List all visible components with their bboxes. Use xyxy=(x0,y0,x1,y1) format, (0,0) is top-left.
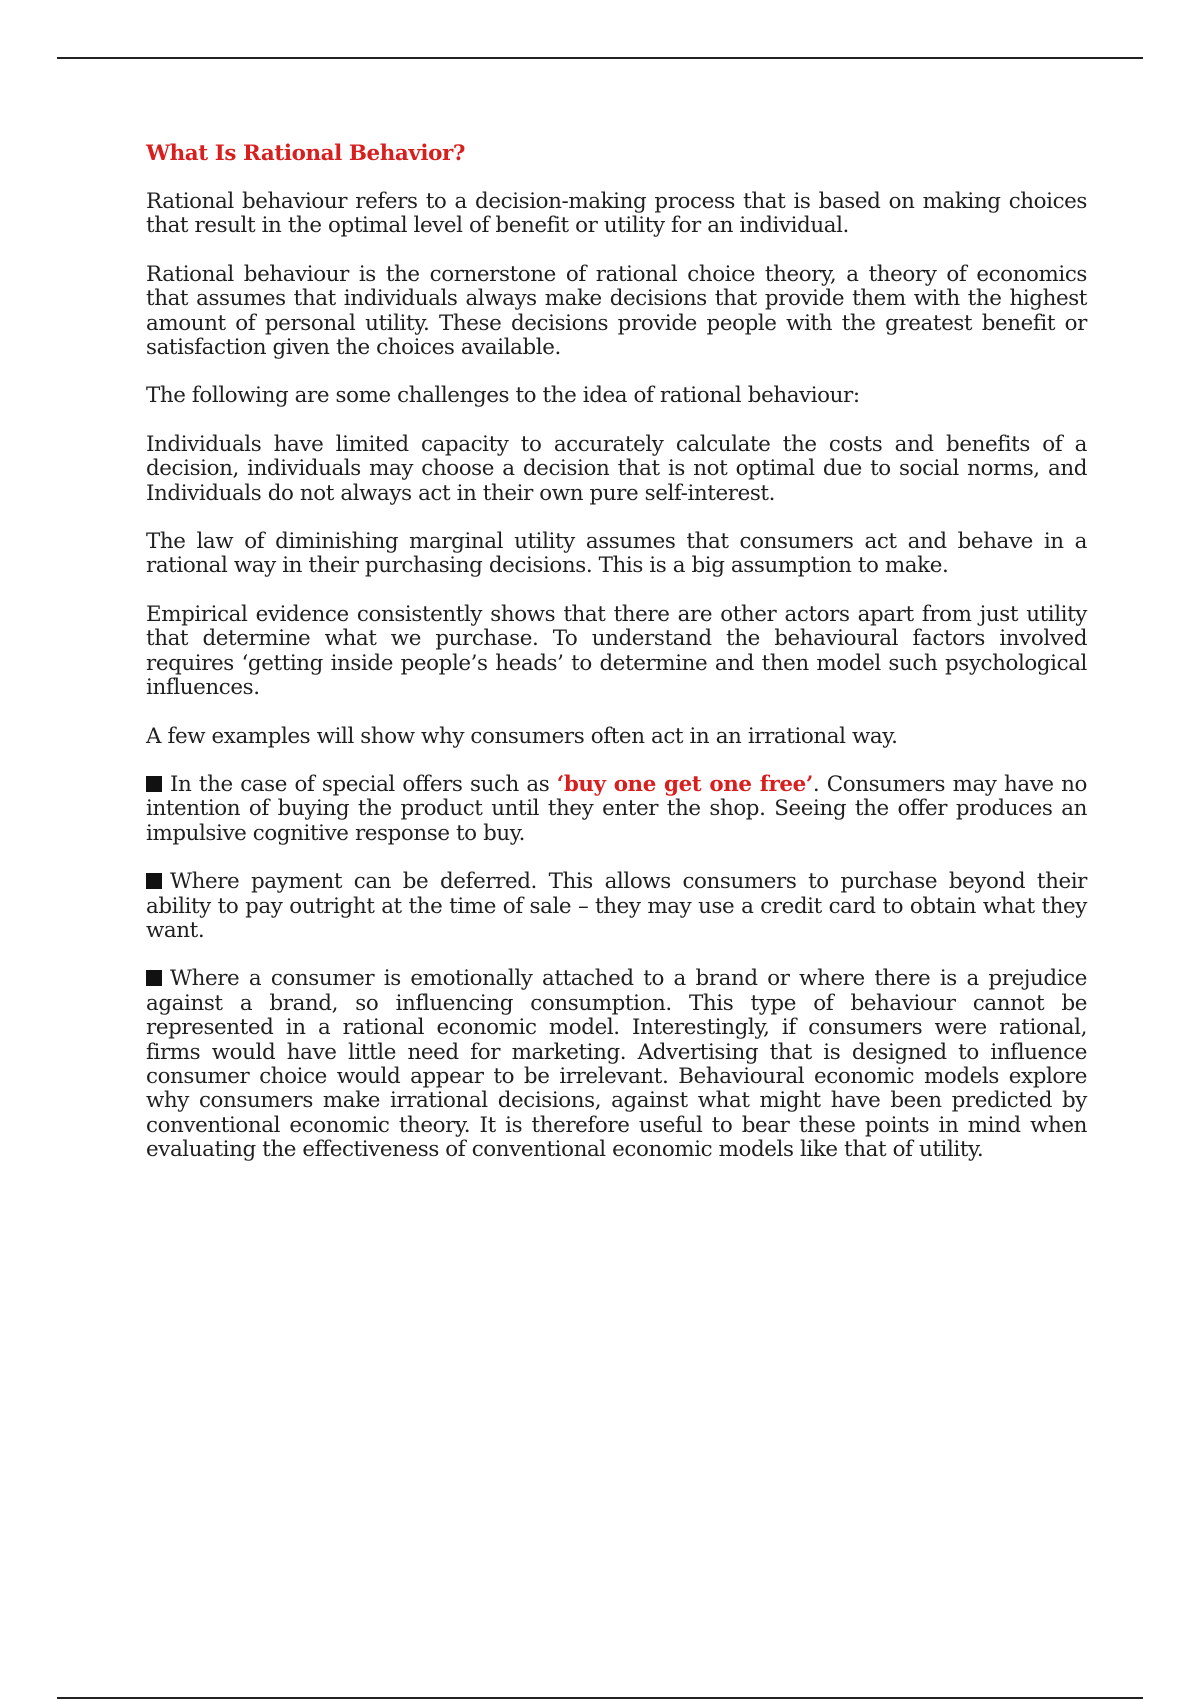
section-title: What Is Rational Behavior? xyxy=(146,141,465,166)
square-bullet-icon xyxy=(146,970,162,986)
paragraph-definition: Rational behaviour refers to a decision-making process that is based on making choices that result in the optimal level of benefit or utility for an individual. xyxy=(146,189,1087,239)
paragraph-challenges-list: Individuals have limited capacity to accurately calculate the costs and benefits of a decision, individuals may choose a decision that is not optimal due to social norms, and Individuals do not always act in their own pure self-interest. xyxy=(146,431,1087,506)
paragraph-diminishing-utility: The law of diminishing marginal utility assumes that consumers act and behave in a rational way in their purchasing decisions. This is a big assumption to make. xyxy=(146,529,1087,579)
bullet-text: In the case of special offers such as xyxy=(170,771,557,797)
square-bullet-icon xyxy=(146,776,162,792)
paragraph-examples-intro: A few examples will show why consumers often act in an irrational way. xyxy=(146,723,898,749)
bullet-text-continued: . Consumers may have no intention of buying the product until they enter the shop. Seeing the offer produces an impulsive cognitive response to buy. xyxy=(146,771,1087,846)
bullet-brand-attachment xyxy=(146,967,1087,1162)
footer-rule xyxy=(57,1697,1143,1699)
bullet-special-offers xyxy=(146,773,1087,846)
bullet-text: Where a consumer is emotionally attached to a brand or where there is a prejudice against a brand, so influencing consumption. This type of behaviour cannot be represented in a rational economic model. Interestingly, if consumers were rational, firms would have little need for marketing. Advertising that is designed to influence consumer choice would appear to be irrelevant. Behavioural economic models explore why consumers make irrational decisions, against what might have been predicted by conventional economic theory. It is therefore useful to bear these points in mind when evaluating the effectiveness of conventional economic models like that of utility. xyxy=(146,966,1087,1163)
document-body xyxy=(146,142,1087,1187)
bullet-highlight: ‘buy one get one free’ xyxy=(556,771,813,797)
bullet-deferred-payment xyxy=(146,870,1087,943)
bullet-text: Where payment can be deferred. This allows consumers to purchase beyond their ability to pay outright at the time of sale – they may use a credit card to obtain what they want. xyxy=(146,869,1087,943)
paragraph-challenges-intro: The following are some challenges to the idea of rational behaviour: xyxy=(146,383,860,409)
square-bullet-icon xyxy=(146,873,162,889)
paragraph-empirical-evidence: Empirical evidence consistently shows that there are other actors apart from just utility that determine what we purchase. To understand the behavioural factors involved requires ‘getting inside people’s heads’ to determine and then model such psychological influences. xyxy=(146,601,1087,701)
header-rule xyxy=(57,57,1143,59)
paragraph-rational-choice-theory: Rational behaviour is the cornerstone of rational choice theory, a theory of economics that assumes that individuals always make decisions that provide them with the highest amount of personal utility. These decisions provide people with the greatest benefit or satisfaction given the choices available. xyxy=(146,261,1087,361)
